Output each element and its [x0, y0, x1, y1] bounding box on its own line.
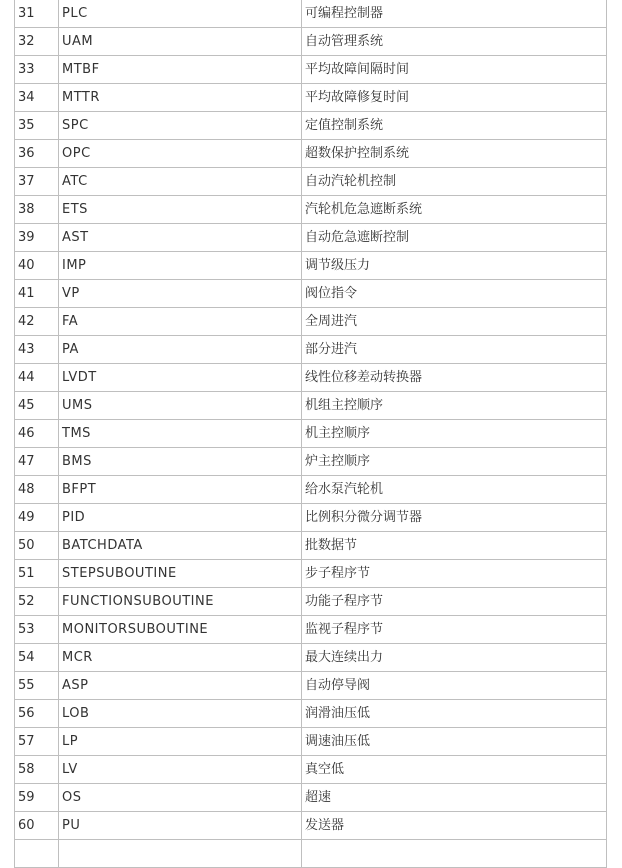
meaning-cell: 调速油压低 — [302, 728, 607, 756]
meaning-cell: 可编程控制器 — [302, 0, 607, 28]
abbreviation-cell: SPC — [59, 112, 302, 140]
row-number-cell: 54 — [15, 644, 59, 672]
table-row — [15, 700, 607, 728]
abbreviation-cell: LV — [59, 756, 302, 784]
table-row — [15, 644, 607, 672]
abbreviation-cell: PLC — [59, 0, 302, 28]
abbreviation-cell: IMP — [59, 252, 302, 280]
table-row — [15, 168, 607, 196]
abbreviation-cell: ETS — [59, 196, 302, 224]
meaning-cell: 步子程序节 — [302, 560, 607, 588]
table-row — [15, 364, 607, 392]
meaning-cell: 阀位指令 — [302, 280, 607, 308]
abbreviation-cell: AST — [59, 224, 302, 252]
table-row — [15, 196, 607, 224]
table-row — [15, 532, 607, 560]
meaning-cell: 平均故障修复时间 — [302, 84, 607, 112]
meaning-cell: 机主控顺序 — [302, 420, 607, 448]
meaning-cell: 批数据节 — [302, 532, 607, 560]
abbreviation-cell: LOB — [59, 700, 302, 728]
abbreviation-cell: LVDT — [59, 364, 302, 392]
row-number-cell: 48 — [15, 476, 59, 504]
meaning-cell: 自动停导阀 — [302, 672, 607, 700]
table-row — [15, 28, 607, 56]
row-number-cell: 35 — [15, 112, 59, 140]
table-row — [15, 448, 607, 476]
table-row — [15, 756, 607, 784]
meaning-cell: 线性位移差动转换器 — [302, 364, 607, 392]
abbreviation-cell: MTTR — [59, 84, 302, 112]
row-number-cell: 60 — [15, 812, 59, 840]
table-row — [15, 588, 607, 616]
table-row — [15, 0, 607, 28]
row-number-cell: 31 — [15, 0, 59, 28]
abbreviation-cell: PU — [59, 812, 302, 840]
meaning-cell: 平均故障间隔时间 — [302, 56, 607, 84]
meaning-cell: 超速 — [302, 784, 607, 812]
meaning-cell: 炉主控顺序 — [302, 448, 607, 476]
row-number-cell: 40 — [15, 252, 59, 280]
table-row — [15, 140, 607, 168]
table-row — [15, 476, 607, 504]
table-row — [15, 420, 607, 448]
row-number-cell: 34 — [15, 84, 59, 112]
table-row — [15, 504, 607, 532]
row-number-cell: 58 — [15, 756, 59, 784]
row-number-cell: 32 — [15, 28, 59, 56]
table-row — [15, 84, 607, 112]
abbreviation-cell: OS — [59, 784, 302, 812]
abbreviation-cell: MONITORSUBOUTINE — [59, 616, 302, 644]
table-body — [15, 0, 607, 868]
table-row — [15, 224, 607, 252]
meaning-cell: 功能子程序节 — [302, 588, 607, 616]
table-row — [15, 840, 607, 868]
row-number-cell: 53 — [15, 616, 59, 644]
abbreviation-cell: TMS — [59, 420, 302, 448]
abbreviation-cell: LP — [59, 728, 302, 756]
row-number-cell: 33 — [15, 56, 59, 84]
meaning-cell: 自动管理系统 — [302, 28, 607, 56]
meaning-cell: 润滑油压低 — [302, 700, 607, 728]
table-row — [15, 336, 607, 364]
row-number-cell: 51 — [15, 560, 59, 588]
abbreviation-cell: BATCHDATA — [59, 532, 302, 560]
meaning-cell: 发送器 — [302, 812, 607, 840]
row-number-cell: 37 — [15, 168, 59, 196]
abbreviation-cell: OPC — [59, 140, 302, 168]
table-row — [15, 616, 607, 644]
row-number-cell: 49 — [15, 504, 59, 532]
meaning-cell: 监视子程序节 — [302, 616, 607, 644]
abbreviation-cell: BFPT — [59, 476, 302, 504]
meaning-cell: 自动危急遮断控制 — [302, 224, 607, 252]
meaning-cell: 汽轮机危急遮断系统 — [302, 196, 607, 224]
abbreviation-cell: UAM — [59, 28, 302, 56]
meaning-cell: 定值控制系统 — [302, 112, 607, 140]
abbreviation-cell: UMS — [59, 392, 302, 420]
abbreviation-cell: ATC — [59, 168, 302, 196]
row-number-cell: 41 — [15, 280, 59, 308]
row-number-cell: 50 — [15, 532, 59, 560]
row-number-cell: 36 — [15, 140, 59, 168]
abbreviation-cell: STEPSUBOUTINE — [59, 560, 302, 588]
row-number-cell: 56 — [15, 700, 59, 728]
table-row — [15, 308, 607, 336]
abbreviation-cell: MTBF — [59, 56, 302, 84]
row-number-cell: 52 — [15, 588, 59, 616]
table-row — [15, 112, 607, 140]
meaning-cell: 比例积分微分调节器 — [302, 504, 607, 532]
row-number-cell: 47 — [15, 448, 59, 476]
meaning-cell: 给水泵汽轮机 — [302, 476, 607, 504]
table-row — [15, 812, 607, 840]
abbreviation-cell: FA — [59, 308, 302, 336]
meaning-cell: 部分进汽 — [302, 336, 607, 364]
row-number-cell: 45 — [15, 392, 59, 420]
abbreviation-cell: FUNCTIONSUBOUTINE — [59, 588, 302, 616]
meaning-cell: 机组主控顺序 — [302, 392, 607, 420]
meaning-cell: 超数保护控制系统 — [302, 140, 607, 168]
row-number-cell: 59 — [15, 784, 59, 812]
abbreviation-table — [14, 0, 607, 868]
meaning-cell: 调节级压力 — [302, 252, 607, 280]
meaning-cell: 全周进汽 — [302, 308, 607, 336]
table-row — [15, 56, 607, 84]
row-number-cell: 38 — [15, 196, 59, 224]
row-number-cell: 42 — [15, 308, 59, 336]
row-number-cell: 55 — [15, 672, 59, 700]
row-number-cell: 46 — [15, 420, 59, 448]
row-number-cell: 57 — [15, 728, 59, 756]
table-row — [15, 728, 607, 756]
table-row — [15, 392, 607, 420]
abbreviation-cell: VP — [59, 280, 302, 308]
table-row — [15, 672, 607, 700]
abbreviation-cell: PA — [59, 336, 302, 364]
table-row — [15, 280, 607, 308]
meaning-cell: 真空低 — [302, 756, 607, 784]
abbreviation-cell: PID — [59, 504, 302, 532]
table-row — [15, 784, 607, 812]
row-number-cell: 44 — [15, 364, 59, 392]
row-number-cell: 39 — [15, 224, 59, 252]
abbreviation-cell — [59, 840, 302, 868]
meaning-cell — [302, 840, 607, 868]
abbreviation-cell: BMS — [59, 448, 302, 476]
abbreviation-cell: MCR — [59, 644, 302, 672]
abbreviation-cell: ASP — [59, 672, 302, 700]
row-number-cell — [15, 840, 59, 868]
meaning-cell: 最大连续出力 — [302, 644, 607, 672]
table-row — [15, 252, 607, 280]
row-number-cell: 43 — [15, 336, 59, 364]
table-row — [15, 560, 607, 588]
meaning-cell: 自动汽轮机控制 — [302, 168, 607, 196]
